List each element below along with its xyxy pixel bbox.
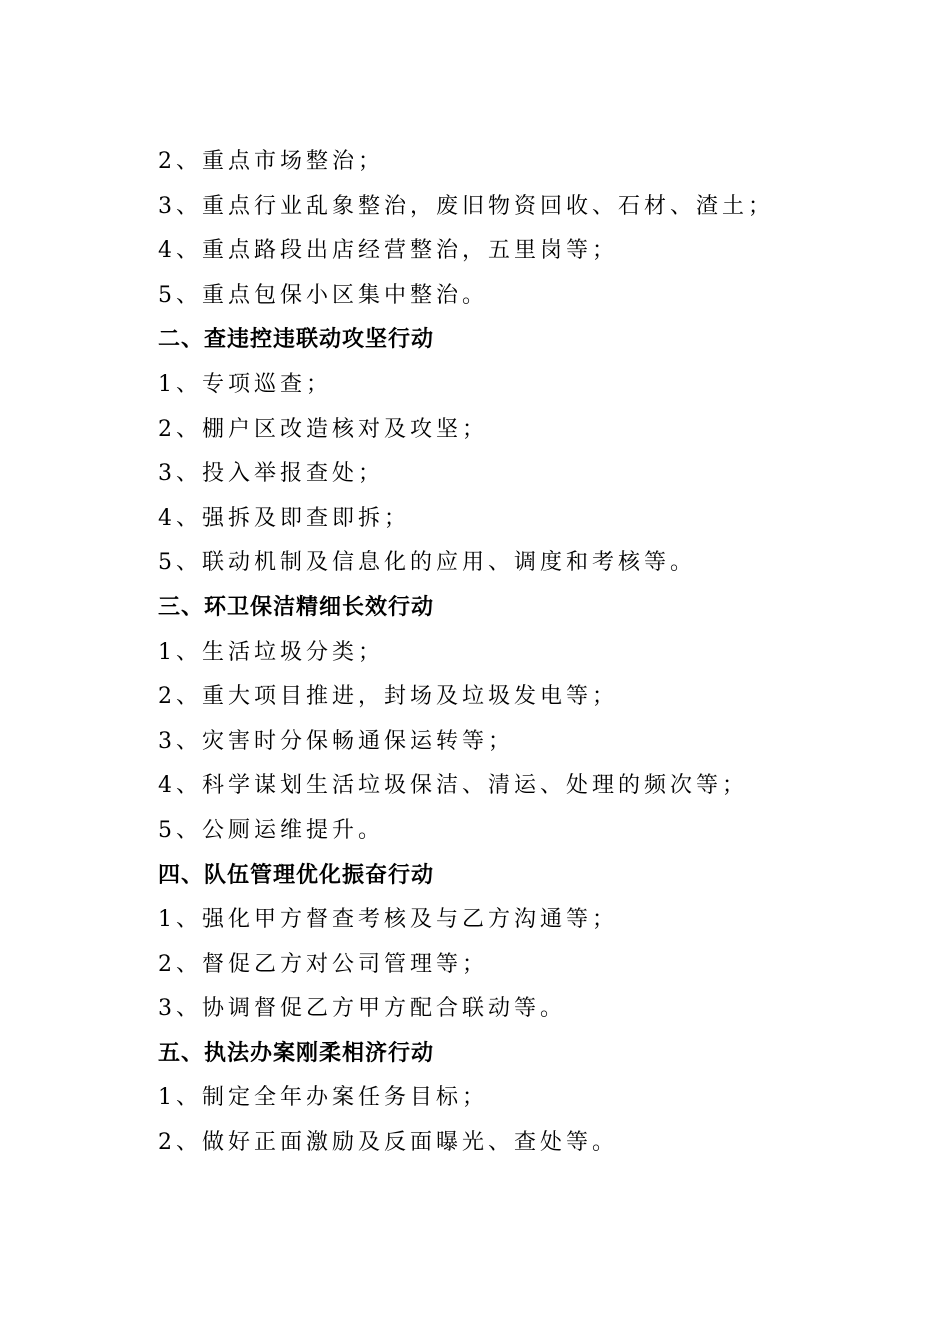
list-item: 4、科学谋划生活垃圾保洁、清运、处理的频次等； <box>158 773 748 799</box>
list-item: 2、做好正面激励及反面曝光、查处等。 <box>158 1130 618 1156</box>
document-body <box>158 140 858 1166</box>
list-item: 3、重点行业乱象整治，废旧物资回收、石材、渣土； <box>158 193 774 219</box>
list-item: 2、督促乙方对公司管理等； <box>158 951 488 977</box>
list-item: 2、棚户区改造核对及攻坚； <box>158 416 488 442</box>
section-heading: 五、执法办案刚柔相济行动 <box>158 1040 435 1066</box>
list-item: 4、强拆及即查即拆； <box>158 505 410 531</box>
list-item: 5、联动机制及信息化的应用、调度和考核等。 <box>158 550 696 576</box>
list-item: 5、重点包保小区集中整治。 <box>158 282 488 308</box>
list-item: 1、生活垃圾分类； <box>158 639 384 665</box>
list-item: 2、重大项目推进，封场及垃圾发电等； <box>158 684 618 710</box>
section-heading: 四、队伍管理优化振奋行动 <box>158 862 435 888</box>
section-heading: 三、环卫保洁精细长效行动 <box>158 594 435 620</box>
list-item: 3、投入举报查处； <box>158 461 384 487</box>
list-item: 2、重点市场整治； <box>158 149 384 174</box>
list-item: 1、强化甲方督查考核及与乙方沟通等； <box>158 907 618 933</box>
list-item: 1、专项巡查； <box>158 371 332 397</box>
list-item: 3、灾害时分保畅通保运转等； <box>158 728 514 754</box>
list-item: 1、制定全年办案任务目标； <box>158 1085 488 1111</box>
list-item: 4、重点路段出店经营整治，五里岗等； <box>158 238 618 264</box>
section-heading: 二、查违控违联动攻坚行动 <box>158 327 435 353</box>
list-item: 3、协调督促乙方甲方配合联动等。 <box>158 996 566 1022</box>
list-item: 5、公厕运维提升。 <box>158 817 384 843</box>
